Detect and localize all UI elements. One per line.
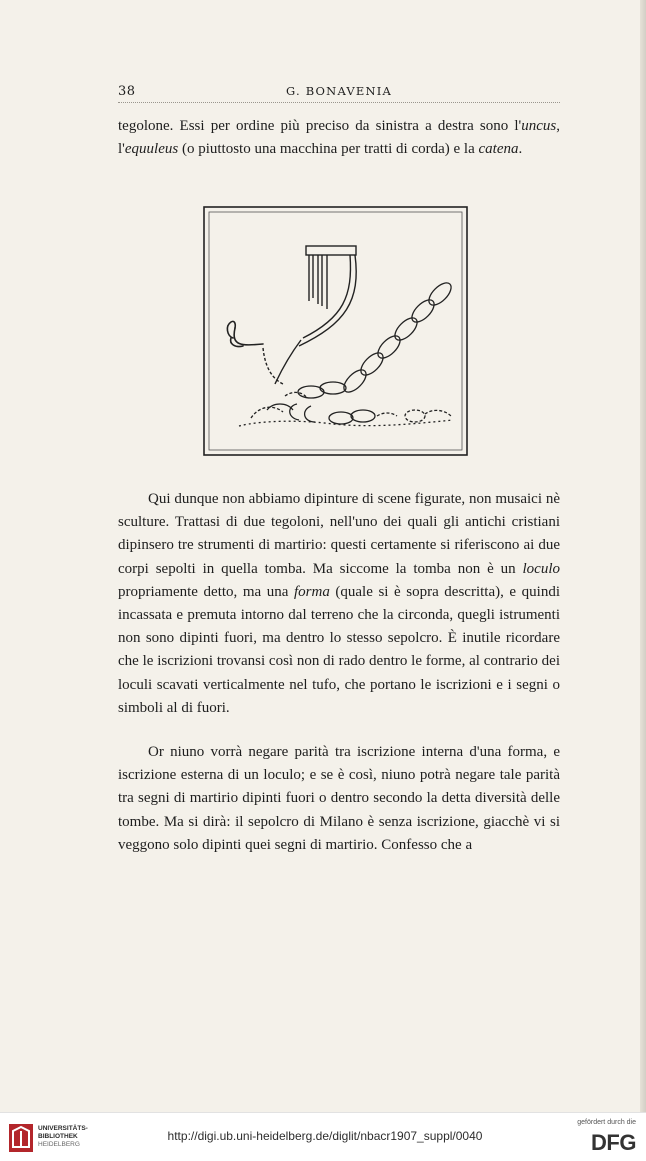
text-run: Or niuno vorrà negare parità tra iscrizione interna d'una forma, e iscrizione esterna di un loculo; e se è così, niuno potrà negare tale parità tra segni di martirio dipinti fuori o dentro secondo la detta diversità delle tombe. Ma si dirà: il sepolcro di Milano è senza iscrizione, giacchè vi si veggono solo dipinti quei segni di martirio. Confesso che a [118,744,560,853]
running-title: G. BONAVENIA [286,84,392,98]
digitization-footer [0,1112,646,1161]
library-name-line-2: BIBLIOTHEK [38,1133,78,1140]
header-rule [118,102,560,103]
text-run: Qui dunque non abbiamo dipinture di scene figurate, non musaici nè sculture. Trattasi di due tegoloni, nell'uno dei quali gli antichi cristiani dipinsero tre strumenti di martirio: questi certamente si riferiscono ai due corpi sepolti in quella tomba. Ma siccome la tomba non è un [118,491,560,577]
dfg-logo: DFG [591,1130,636,1155]
university-library-logo-icon [8,1123,34,1153]
text-run: tegolone. Essi per ordine più preciso da sinistra a destra sono l' [118,118,522,134]
paragraph-3 [118,741,560,857]
rack-icon [263,246,356,384]
running-head [118,84,560,102]
text-run: , l' [118,118,560,158]
text-run: (quale si è sopra descritta), e quindi incassata e premuta intorno dal terreno che la circonda, quegli istrumenti non sono dipinti fuori, ma dentro lo stesso sepolcro. È inutile ricordare che le iscrizioni trovansi così non di rado dentro le forme, al contrario dei loculi scavati verticalmente nel tufo, che portano le iscrizioni e i segni o simboli al di fuori. [118,583,560,716]
page-number: 38 [118,84,136,99]
page-edge [640,0,646,1112]
permalink-url[interactable]: http://digi.ub.uni-heidelberg.de/diglit/nbacr1907_suppl/0040 [167,1129,483,1143]
text-run: (o piuttosto una macchina per tratti di corda) e la [178,141,479,158]
text-run: propriamente detto, ma una [118,583,294,600]
library-name [38,1125,118,1149]
italic-term: uncus [521,118,557,134]
italic-term: catena [478,141,519,158]
library-name-line-3: HEIDELBERG [38,1141,80,1148]
italic-term: equuleus [124,141,179,158]
chain-icon [239,279,455,426]
paragraph-1 [118,115,560,161]
library-name-line-1: UNIVERSITÄTS- [38,1125,88,1132]
paragraph-2 [118,488,560,720]
sponsor-text: gefördert durch die [577,1119,636,1126]
italic-term: forma [293,583,330,600]
martyrdom-instruments-illustration [203,206,468,456]
text-run: . [518,141,523,158]
hook-icon [227,321,263,346]
italic-term: loculo [522,560,560,577]
illustration-drawing [203,206,468,456]
